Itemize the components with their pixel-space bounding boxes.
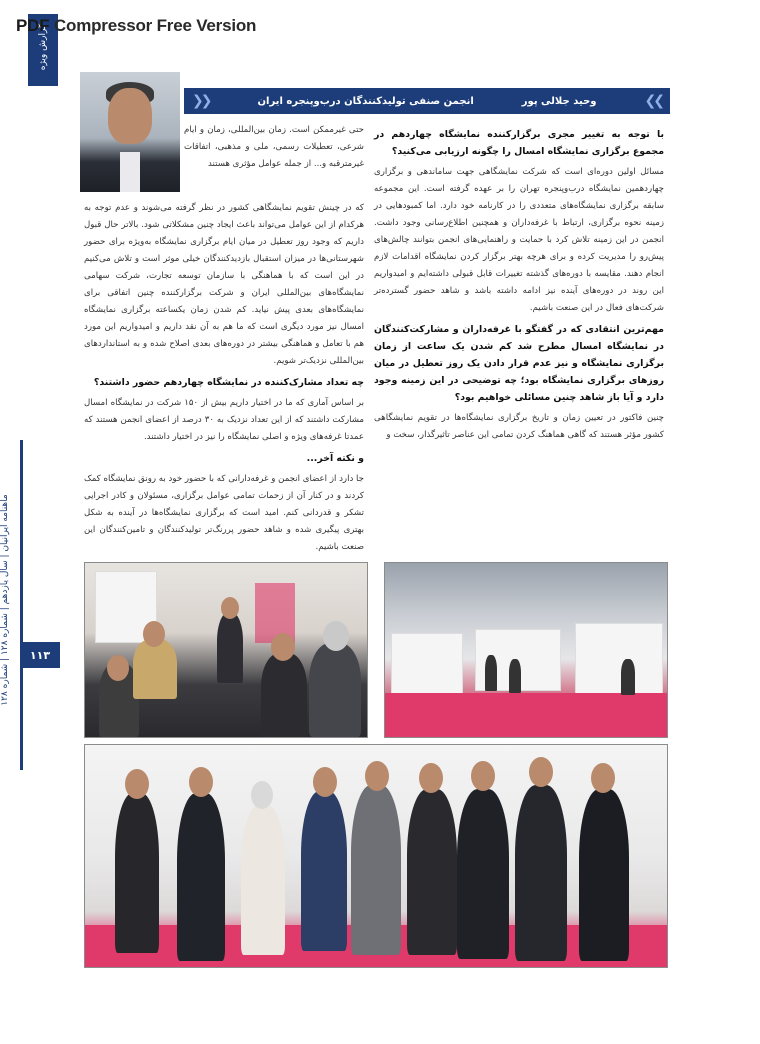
question-1: با توجه به تغییر مجری برگزارکننده نمایشگاه چهاردهم در مجموع برگزاری نمایشگاه امسال را چگونه ارزیابی می‌کنید؟ [374,129,664,157]
answer-4: جا دارد از اعضای انجمن و غرفه‌دارانی که با حضور خود به رونق نمایشگاه کمک کردند و در کنار آن از زحمات تمامی عوامل برگزاری، مسئولان و کادر اجرایی تشکر و قدردانی کنم. امید است که برگزاری نمایشگاه‌ها در آینده به شکل بهتری پیگیری شده و شاهد حضور پررنگ‌تر تولیدکنندگان و تامین‌کنندگان این صنعت باشیم. [84,474,364,552]
magazine-issue-text: ماهنامه ایرانیان | سال یازدهم | شماره ۱۲۸ | شماره ۱۲۸ [0,494,10,706]
author-name: وحید جلالی پور [521,95,597,107]
answer-3: بر اساس آماری که ما در اختیار داریم بیش از ۱۵۰ شرکت در نمایشگاه امسال مشارکت داشتند که از این تعداد نزدیک به ۳۰ درصد از اعضای انجمن هستند که عمدتا غرفه‌های ویژه و اصلی نمایشگاه را نیز در اختیار داشتند. [84,398,364,442]
article-header [184,88,670,114]
question-2: مهم‌ترین انتقادی که در گفتگو با غرفه‌داران و مشارکت‌کنندگان در نمایشگاه امسال مطرح شد کم شدن یک ساعت از زمان برگزاری نمایشگاه و نیز عدم قرار دادن یک روز تعطیل در میان روزهای برگزاری نمایشگاه بود؛ چه توضیحی در این زمینه وجود دارد و آیا باز شاهد چنین مسائلی خواهیم بود؟ [374,324,664,403]
author-portrait [80,72,180,192]
pdf-compressor-watermark: PDF Compressor Free Version [16,16,257,35]
question-3: چه تعداد مشارک‌کننده در نمایشگاه چهاردهم حضور داشتند؟ [93,377,364,388]
question-4: و نکته آخر... [306,453,364,464]
chevron-right-icon: ❯❯ [644,93,662,109]
paragraph-2: که در چینش تقویم نمایشگاهی کشور در نظر گرفته می‌شوند و عدم توجه به هرکدام از این عوامل می‌تواند باعث ایجاد چنین مشکلاتی شود. بالاتر حال قبول داریم که وجود روز تعطیل در میان ایام برگزاری نمایشگاه به‌ویژه برای حضور شهرستانی‌ها در میزان استقبال بازدیدکنندگان خیلی موثر است و تلاش می‌کنیم در این است که با هماهنگی با سازمان توسعه تجارت، شرکت سهامی نمایشگاه‌های بین‌المللی ایران و شرکت برگزارکننده چنین اتفاقی برای نمایشگاه‌های بعدی پیش نیاید. کم شدن زمان یکساعته برگزاری نمایشگاه امسال نیز مورد دیگری است که ما هم به آن نقد داریم و امیدواریم این مورد هم با تعامل و هماهنگی بیشتر در دوره‌های بعدی اصلاح شده و به استانداردهای بین‌المللی نزدیک‌تر شویم. [84,203,364,366]
chevron-left-icon: ❮❮ [192,93,210,109]
magazine-side-bar [0,440,23,770]
page-number: ۱۱۳ [20,642,60,668]
exhibition-meeting-photo [84,562,368,738]
left-column [84,200,364,558]
section-tab: گزارش ویژه [28,14,58,86]
answer-2: چنین فاکتور در تعیین زمان و تاریخ برگزاری نمایشگاه‌ها در تقویم نمایشگاهی کشور مؤثر هستند که گاهی هماهنگ کردن تمامی این عناصر تاثیرگذار، سخت و [374,413,664,440]
right-column [374,122,664,446]
exhibition-hall-photo [384,562,668,738]
answer-1: مسائل اولین دوره‌ای است که شرکت نمایشگاهی جهت ساماندهی و برگزاری چهاردهمین نمایشگاه درب‌وپنجره تهران را بر عهده گرفته است. این مجموعه سابقه برگزاری نمایشگاه‌های متعددی را در کارنامه خود دارد. اما کمبودهایی در زمینه نحوه برگزاری، ارتباط با غرفه‌داران و همچنین اطلاع‌رسانی وجود داشت. انجمن در این زمینه تلاش کرد با حمایت و راهنمایی‌های انجمن بتوانند چالش‌های پیش‌رو را مدیریت کرده و برای هرچه بهتر برگزار کردن نمایشگاه اقدامات لازم انجام دهند. مقایسه با دوره‌های گذشته تغییرات قابل قبولی داشته‌ایم و امیدواریم این روند در دوره‌های آینده نیز ادامه داشته باشد و شاهد حضور گسترده‌تر شرکت‌های فعال در این صنعت باشیم. [374,167,664,313]
article-title: انجمن صنفی تولیدکنندگان درب‌وپنجره ایران [257,95,474,107]
group-photo [84,744,668,968]
left-column-top [184,122,364,175]
paragraph-1: حتی غیرممکن است. زمان بین‌المللی، زمان و ایام شرعی، تعطیلات رسمی، ملی و مذهبی، اتفاقات غیرمترقبه و... از جمله عوامل مؤثری هستند [184,125,364,169]
